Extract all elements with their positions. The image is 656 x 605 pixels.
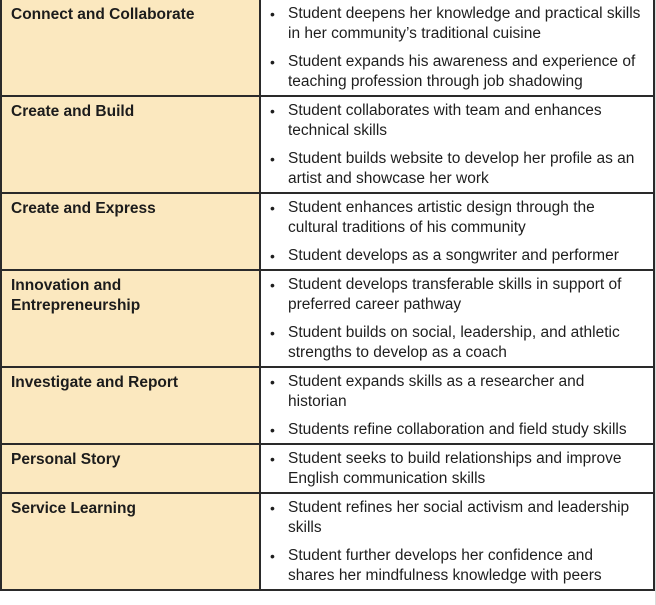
items-cell [260, 0, 654, 96]
list-item [261, 323, 643, 363]
category-cell: Connect and Collaborate [1, 0, 260, 96]
list-item-text: Student seeks to build relationships and improve English communication skills [288, 450, 622, 487]
list-item [261, 275, 643, 315]
bullet-icon: • [270, 451, 275, 467]
list-item [261, 246, 643, 266]
bullet-icon: • [270, 325, 275, 341]
category-cell: Create and Express [1, 193, 260, 270]
bullet-icon: • [270, 248, 275, 264]
list-item [261, 149, 643, 189]
list-item-text: Students refine collaboration and field study skills [288, 421, 627, 438]
bullet-icon: • [270, 6, 275, 22]
items-cell [260, 367, 654, 444]
list-item [261, 372, 643, 412]
table-row [1, 367, 654, 444]
bullet-icon: • [270, 422, 275, 438]
bullet-icon: • [270, 54, 275, 70]
items-cell [260, 96, 654, 193]
list-item-text: Student builds on social, leadership, and athletic strengths to develop as a coach [288, 324, 620, 361]
category-cell: Personal Story [1, 444, 260, 493]
bullet-icon: • [270, 277, 275, 293]
bullet-icon: • [270, 151, 275, 167]
category-cell: Innovation and Entrepreneurship [1, 270, 260, 367]
category-cell: Service Learning [1, 493, 260, 590]
list-item-text: Student enhances artistic design through the cultural traditions of his community [288, 199, 595, 236]
list-item [261, 546, 643, 586]
list-item [261, 498, 643, 538]
items-cell [260, 270, 654, 367]
list-item [261, 4, 643, 44]
table-row [1, 444, 654, 493]
bullet-icon: • [270, 374, 275, 390]
list-item [261, 449, 643, 489]
items-cell [260, 493, 654, 590]
bullet-icon: • [270, 500, 275, 516]
list-item-text: Student expands his awareness and experience of teaching profession through job shadowing [288, 53, 636, 90]
category-cell: Create and Build [1, 96, 260, 193]
list-item-text: Student deepens her knowledge and practical skills in her community’s traditional cuisine [288, 5, 641, 42]
table-row [1, 0, 654, 96]
list-item [261, 198, 643, 238]
bullet-icon: • [270, 548, 275, 564]
list-item-text: Student further develops her confidence and shares her mindfulness knowledge with peers [288, 547, 602, 584]
list-item [261, 420, 643, 440]
list-item-text: Student refines her social activism and leadership skills [288, 499, 630, 536]
list-item-text: Student builds website to develop her profile as an artist and showcase her work [288, 150, 635, 187]
list-item [261, 101, 643, 141]
list-item-text: Student develops transferable skills in support of preferred career pathway [288, 276, 622, 313]
list-item-text: Student expands skills as a researcher and historian [288, 373, 585, 410]
items-cell [260, 444, 654, 493]
table-row [1, 270, 654, 367]
table-row [1, 96, 654, 193]
items-cell [260, 193, 654, 270]
list-item-text: Student develops as a songwriter and performer [288, 247, 619, 264]
table-row [1, 493, 654, 590]
list-item-text: Student collaborates with team and enhances technical skills [288, 102, 602, 139]
list-item [261, 52, 643, 92]
bullet-icon: • [270, 200, 275, 216]
table-row [1, 193, 654, 270]
bullet-icon: • [270, 103, 275, 119]
category-cell: Investigate and Report [1, 367, 260, 444]
